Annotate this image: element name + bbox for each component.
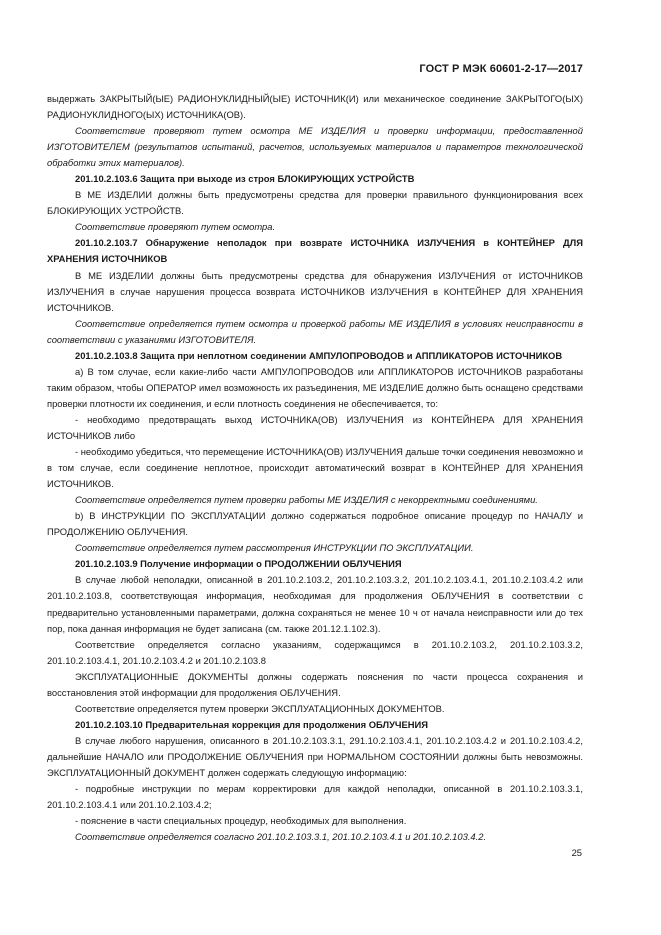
paragraph: В случае любой неполадки, описанной в 201.10.2.103.2, 201.10.2.103.3.2, 201.10.2.103.4.1, 201.10.2.103.4.2 или 201.10.2.103.8, соответствующая информация, необходимая для продолжения ОБЛУЧЕНИЯ в соответствии с предварительно установленными параметрами, должна сохраняться не менее 10 ч от начала неисправности или до тех пор, пока данная информация не будет записана (см. также 201.12.1.102.3).: [47, 574, 583, 634]
compliance-note: Соответствие определяется путем проверки работы МЕ ИЗДЕЛИЯ с некорректными соединениями.: [75, 494, 538, 506]
compliance-note: Соответствие определяется путем осмотра и проверкой работы МЕ ИЗДЕЛИЯ в условиях неисправности в соответствии с указаниями ИЗГОТОВИТЕЛЯ.: [47, 317, 583, 345]
compliance-note: Соответствие проверяют путем осмотра МЕ ИЗДЕЛИЯ и проверки информации, предоставленной ИЗГОТОВИТЕЛЕМ (результатов испытаний, расчетов, используемых материалов и параметров технологической обработки этих материалов).: [47, 125, 583, 169]
section-heading: 201.10.2.103.10 Предварительная коррекция для продолжения ОБЛУЧЕНИЯ: [75, 718, 428, 730]
paragraph: В МЕ ИЗДЕЛИИ должны быть предусмотрены средства для проверки правильного функционирования всех БЛОКИРУЮЩИХ УСТРОЙСТВ.: [47, 189, 583, 217]
paragraph: b) В ИНСТРУКЦИИ ПО ЭКСПЛУАТАЦИИ должно содержаться подробное описание процедур по НАЧАЛУ и ПРОДОЛЖЕНИЮ ОБЛУЧЕНИЯ.: [47, 510, 583, 538]
section-heading: 201.10.2.103.8 Защита при неплотном соединении АМПУЛОПРОВОДОВ и АППЛИКАТОРОВ ИСТОЧНИКОВ: [75, 349, 563, 361]
paragraph: В случае любого нарушения, описанного в 201.10.2.103.3.1, 291.10.2.103.4.1, 201.10.2.103.4.2 и 201.10.2.103.4.2, дальнейшие НАЧАЛО или ПРОДОЛЖЕНИЕ ОБЛУЧЕНИЯ при НОРМАЛЬНОМ СОСТОЯНИИ должны быть невозможны. ЭКСПЛУАТАЦИОННЫЙ ДОКУМЕНТ должен содержать следующую информацию:: [47, 734, 583, 778]
document-body: [47, 91, 583, 845]
paragraph: В МЕ ИЗДЕЛИИ должны быть предусмотрены средства для обнаружения ИЗЛУЧЕНИЯ от ИСТОЧНИКОВ ИЗЛУЧЕНИЯ в случае нарушения процесса возврата ИСТОЧНИКОВ ИЗЛУЧЕНИЯ в КОНТЕЙНЕР ДЛЯ ХРАНЕНИЯ ИСТОЧНИКОВ.: [47, 269, 583, 313]
section-heading: 201.10.2.103.9 Получение информации о ПРОДОЛЖЕНИИ ОБЛУЧЕНИЯ: [75, 558, 402, 570]
list-item: - необходимо убедиться, что перемещение ИСТОЧНИКА(ОВ) ИЗЛУЧЕНИЯ дальше точки соединения невозможно и в том случае, если соединение неплотное, происходит автоматический возврат в КОНТЕЙНЕР ДЛЯ ХРАНЕНИЯ ИСТОЧНИКОВ.: [47, 446, 583, 490]
document-header: ГОСТ Р МЭК 60601-2-17—2017: [419, 63, 583, 75]
paragraph: ЭКСПЛУАТАЦИОННЫЕ ДОКУМЕНТЫ должны содержать пояснения по части процесса сохранения и восстановления этой информации для продолжения ОБЛУЧЕНИЯ.: [47, 670, 583, 698]
paragraph-continuation: выдержать ЗАКРЫТЫЙ(ЫЕ) РАДИОНУКЛИДНЫЙ(ЫЕ) ИСТОЧНИК(И) или механическое соединение ЗАКРЫТОГО(ЫХ) РАДИОНУКЛИДНОГО(ЫХ) ИСТОЧНИКА(ОВ).: [47, 93, 583, 121]
page-number: 25: [571, 847, 582, 858]
list-item: - необходимо предотвращать выход ИСТОЧНИКА(ОВ) ИЗЛУЧЕНИЯ из КОНТЕЙНЕРА ДЛЯ ХРАНЕНИЯ ИСТОЧНИКОВ либо: [47, 413, 583, 441]
list-item: - подробные инструкции по мерам корректировки для каждой неполадки, описанной в 201.10.2.103.3.1, 201.10.2.103.4.1 или 201.10.2.103.4.2;: [47, 783, 583, 811]
compliance-note: Соответствие определяется согласно 201.10.2.103.3.1, 201.10.2.103.4.1 и 201.10.2.103.4.2.: [75, 831, 487, 843]
paragraph: Соответствие определяется согласно указаниям, содержащимся в 201.10.2.103.2, 201.10.2.103.3.2, 201.10.2.103.4.1, 201.10.2.103.4.2 и 201.10.2.103.8: [47, 638, 583, 666]
list-item: - пояснение в части специальных процедур, необходимых для выполнения.: [75, 815, 407, 827]
section-heading: 201.10.2.103.7 Обнаружение неполадок при возврате ИСТОЧНИКА ИЗЛУЧЕНИЯ в КОНТЕЙНЕР ДЛЯ ХРАНЕНИЯ ИСТОЧНИКОВ: [47, 237, 583, 265]
compliance-note: Соответствие проверяют путем осмотра.: [75, 221, 276, 233]
section-heading: 201.10.2.103.6 Защита при выходе из строя БЛОКИРУЮЩИХ УСТРОЙСТВ: [75, 173, 415, 185]
compliance-note: Соответствие определяется путем рассмотрения ИНСТРУКЦИИ ПО ЭКСПЛУАТАЦИИ.: [75, 542, 474, 554]
paragraph: Соответствие определяется путем проверки ЭКСПЛУАТАЦИОННЫХ ДОКУМЕНТОВ.: [75, 702, 445, 714]
paragraph: а) В том случае, если какие-либо части АМПУЛОПРОВОДОВ или АППЛИКАТОРОВ ИСТОЧНИКОВ разработаны таким образом, чтобы ОПЕРАТОР имел возможность их разъединения, МЕ ИЗДЕЛИЕ должно быть оснащено средствами проверки плотности их соединения, и если плотность соединения не обеспечивается, то:: [47, 365, 583, 409]
